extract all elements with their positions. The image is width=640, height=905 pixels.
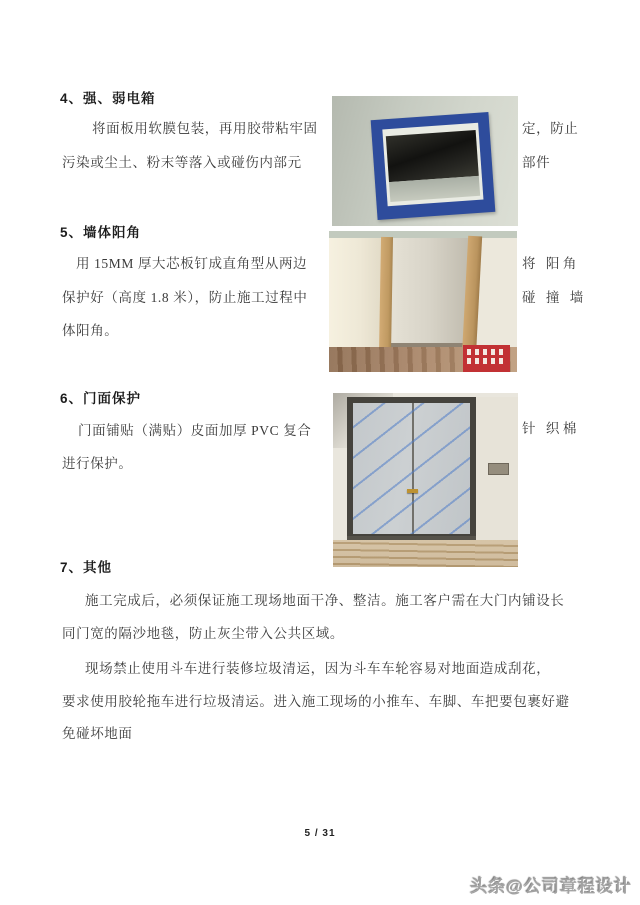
corner-board-left [379,237,393,355]
section-7-para-1-line-1: 施工完成后，必须保证施工现场地面干净、整洁。施工客户需在大门内铺设长 [85,593,565,608]
photo-wall-corner-protection [329,231,517,372]
door-handle [407,489,418,493]
section-6-heading: 6、门面保护 [60,391,142,406]
wall-latch [488,463,509,475]
section-4-line-2-right: 部件 [522,155,551,170]
red-warning-sign [463,345,510,372]
section-7-para-2-line-1: 现场禁止使用斗车进行装修垃圾清运，因为斗车车轮容易对地面造成刮花， [85,661,551,676]
door-with-film [353,403,470,534]
doorway-opening [385,238,473,352]
section-4-line-2: 污染或尘土、粉末等落入或碰伤内部元 [62,155,302,170]
section-5-line-3: 体阳角。 [62,323,119,338]
protective-film [382,123,483,207]
section-5-line-2: 保护好（高度 1.8 米），防止施工过程中 [62,290,308,305]
section-5-line-2-right: 碰 撞 墙 [522,290,587,305]
section-7-heading: 7、其他 [60,560,113,575]
section-6-line-2: 进行保护。 [62,456,133,471]
door-frame [347,397,476,539]
watermark: 头条@公司章程设计 [470,877,632,896]
section-4-line-1-right: 定，防止 [522,121,579,136]
ceiling-strip [329,231,517,238]
section-6-line-1: 门面铺贴（满贴）皮面加厚 PVC 复合 [78,423,312,438]
page-number: 5 / 31 [304,828,336,839]
section-4-line-1: 将面板用软膜包装，再用胶带粘牢固 [92,121,318,136]
dark-panel [386,130,479,182]
section-7-para-1-line-2: 同门宽的隔沙地毯，防止灰尘带入公共区域。 [62,626,344,641]
section-6-line-1-right: 针 织棉 [522,421,580,436]
section-7-para-2-line-3: 免碰坏地面 [62,726,133,741]
section-7-para-2-line-2: 要求使用胶轮拖车进行垃圾清运。进入施工现场的小推车、车脚、车把要包裹好避 [62,694,570,709]
section-5-heading: 5、墙体阳角 [60,225,142,240]
door-center-seam [412,403,414,534]
blue-tape-frame [371,112,496,220]
section-5-line-1: 用 15MM 厚大芯板钉成直角型从两边 [76,256,308,271]
section-5-line-1-right: 将 阳角 [522,256,580,271]
section-4-heading: 4、强、弱电箱 [60,91,156,106]
left-wall [329,238,385,350]
wood-floor [333,540,518,567]
photo-door-pvc-protection [333,393,518,567]
photo-electrical-box-protection [332,96,518,226]
right-wall [477,238,517,356]
